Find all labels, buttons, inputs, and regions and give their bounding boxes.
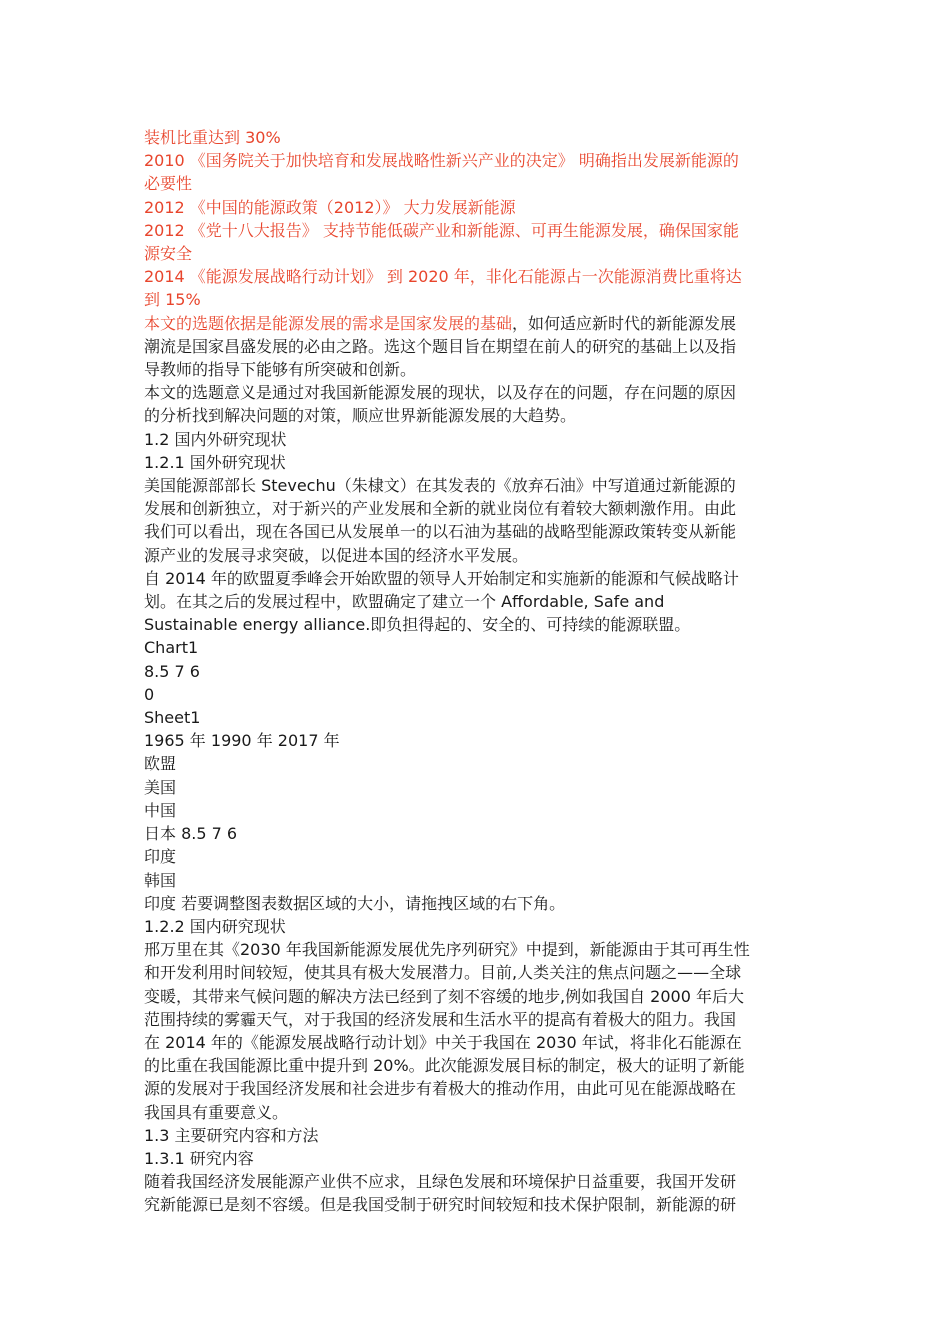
policy-line: 源安全 — [144, 244, 193, 264]
text-line: 潮流是国家昌盛发展的必由之路。选这个题目旨在期望在前人的研究的基础上以及指 — [144, 336, 737, 356]
policy-line: 必要性 — [144, 174, 193, 194]
text-line: 的分析找到解决问题的对策，顺应世界新能源发展的大趋势。 — [144, 406, 577, 426]
text-line: 随着我国经济发展能源产业供不应求，且绿色发展和环境保护日益重要，我国开发研 — [144, 1172, 737, 1192]
body-text — [144, 335, 812, 1217]
policy-list — [144, 126, 812, 312]
policy-line: 到 15% — [144, 290, 201, 310]
text-line: 邢万里在其《2030 年我国新能源发展优先序列研究》中提到，新能源由于其可再生性 — [144, 940, 750, 960]
text-line: 0 — [144, 684, 155, 704]
text-line: 和开发利用时间较短，使其具有极大发展潜力。目前,人类关注的焦点问题之——全球 — [144, 963, 742, 983]
policy-line: 2010 《国务院关于加快培育和发展战略性新兴产业的决定》 明确指出发展新能源的 — [144, 151, 739, 171]
text-line: 我国具有重要意义。 — [144, 1102, 289, 1122]
text-line: 在 2014 年的《能源发展战略行动计划》中关于我国在 2030 年试，将非化石能源在 — [144, 1032, 742, 1052]
text-line: 1.2.1 国外研究现状 — [144, 452, 286, 472]
text-line: 源产业的发展寻求突破，以促进本国的经济水平发展。 — [144, 545, 529, 565]
text-line: 变暖，其带来气候问题的解决方法已经到了刻不容缓的地步,例如我国自 2000 年后大 — [144, 986, 744, 1006]
text-line: 1.2.2 国内研究现状 — [144, 916, 286, 936]
policy-line: 2012 《党十八大报告》 支持节能低碳产业和新能源、可再生能源发展，确保国家能 — [144, 220, 739, 240]
text-line: Sustainable energy alliance.即负担得起的、安全的、可持续的能源联盟。 — [144, 615, 691, 635]
text-line: 1965 年 1990 年 2017 年 — [144, 731, 340, 751]
text-line: 欧盟 — [144, 754, 177, 774]
text-line: 1.3 主要研究内容和方法 — [144, 1125, 319, 1145]
highlighted-text: 本文的选题依据是能源发展的需求是国家发展的基础 — [144, 313, 513, 333]
text-line: 美国能源部部长 Stevechu（朱棣文）在其发表的《放弃石油》中写道通过新能源的 — [144, 476, 736, 496]
text-line: 美国 — [144, 777, 177, 797]
text-line: 中国 — [144, 800, 177, 820]
text-line: 范围持续的雾霾天气，对于我国的经济发展和生活水平的提高有着极大的阻力。我国 — [144, 1009, 737, 1029]
text-line: 我们可以看出，现在各国已从发展单一的以石油为基础的战略型能源政策转变从新能 — [144, 522, 737, 542]
text-line: 究新能源已是刻不容缓。但是我国受制于研究时间较短和技术保护限制，新能源的研 — [144, 1195, 737, 1215]
text-line: 印度 若要调整图表数据区域的大小，请拖拽区域的右下角。 — [144, 893, 566, 913]
text-line: 发展和创新独立，对于新兴的产业发展和全新的就业岗位有着较大额刺激作用。由此 — [144, 499, 737, 519]
text-line: 日本 8.5 7 6 — [144, 824, 238, 844]
text-line: 印度 — [144, 847, 177, 867]
text-line: 源的发展对于我国经济发展和社会进步有着极大的推动作用，由此可见在能源战略在 — [144, 1079, 737, 1099]
text-line: 导教师的指导下能够有所突破和创新。 — [144, 360, 417, 380]
text-line: 自 2014 年的欧盟夏季峰会开始欧盟的领导人开始制定和实施新的能源和气候战略计 — [144, 568, 739, 588]
policy-line: 2012 《中国的能源政策（2012）》 大力发展新能源 — [144, 197, 516, 217]
text-line-mixed — [144, 312, 812, 335]
text-line: 本文的选题意义是通过对我国新能源发展的现状，以及存在的问题，存在问题的原因 — [144, 383, 737, 403]
text-line: 8.5 7 6 — [144, 661, 200, 681]
text-line: 的比重在我国能源比重中提升到 20%。此次能源发展目标的制定，极大的证明了新能 — [144, 1056, 745, 1076]
text-line: 1.3.1 研究内容 — [144, 1148, 254, 1168]
text-line: Sheet1 — [144, 708, 201, 728]
text-line: 划。在其之后的发展过程中，欧盟确定了建立一个 Affordable, Safe and — [144, 592, 665, 612]
policy-line: 装机比重达到 30% — [144, 128, 281, 147]
document-page — [144, 126, 812, 1217]
text-line: 1.2 国内外研究现状 — [144, 429, 287, 449]
plain-text: ，如何适应新时代的新能源发展 — [512, 313, 737, 333]
text-line: Chart1 — [144, 638, 199, 658]
policy-line: 2014 《能源发展战略行动计划》 到 2020 年，非化石能源占一次能源消费比重将达 — [144, 267, 742, 287]
text-line: 韩国 — [144, 870, 177, 890]
